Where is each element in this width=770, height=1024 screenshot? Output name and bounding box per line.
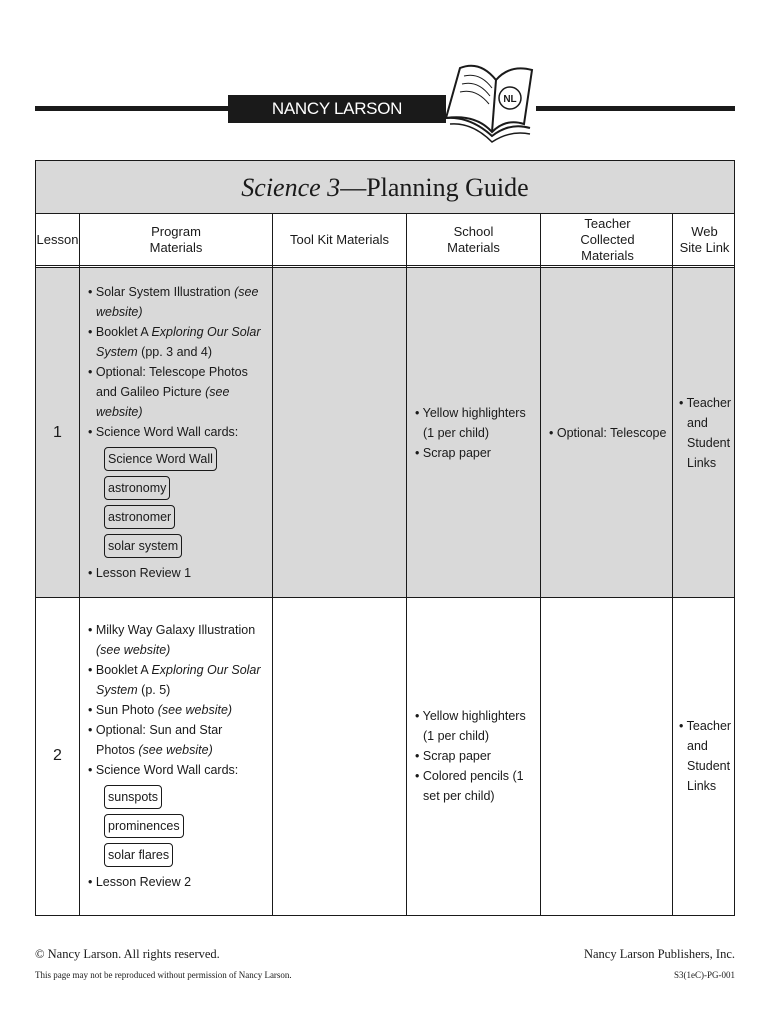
- column-divider: [540, 214, 541, 915]
- col-header-website: Web Site Link: [679, 223, 730, 255]
- footer-company: Nancy Larson Publishers, Inc.: [583, 947, 735, 961]
- list-item: • Optional: Sun and Star Photos (see website): [86, 720, 264, 760]
- header-rule-right: [536, 106, 735, 111]
- school-materials-cell: [407, 268, 540, 597]
- word-wall-card: solar system: [86, 534, 264, 558]
- list-item: • Optional: Telescope Photos and Galileo Picture (see website): [86, 362, 264, 422]
- publisher-banner: NANCY LARSON PUBLISHERS: [228, 95, 446, 123]
- website-link-cell: [673, 268, 736, 597]
- list-item: • Booklet A Exploring Our Solar System (pp. 3 and 4): [86, 322, 264, 362]
- list-item: • Solar System Illustration (see website): [86, 282, 264, 322]
- page-title: [36, 161, 734, 214]
- word-wall-card: Science Word Wall: [86, 447, 264, 471]
- program-materials-cell: [80, 598, 272, 914]
- column-divider: [672, 214, 673, 915]
- column-divider: [406, 214, 407, 915]
- website-link[interactable]: • Teacher and Student Links: [677, 393, 732, 473]
- list-item: • Sun Photo (see website): [86, 700, 264, 720]
- list-item: • Colored pencils (1 set per child): [413, 766, 534, 806]
- list-item: • Scrap paper: [413, 746, 534, 766]
- word-wall-card: sunspots: [86, 785, 264, 809]
- column-header-row: [36, 214, 734, 268]
- title-subject: Science 3: [241, 173, 341, 202]
- lesson-row-2: [36, 598, 734, 914]
- footer-copyright: © Nancy Larson. All rights reserved.: [35, 947, 220, 961]
- list-item: • Yellow highlighters (1 per child): [413, 706, 534, 746]
- col-header-toolkit: Tool Kit Materials: [290, 231, 389, 247]
- word-wall-card: astronomer: [86, 505, 264, 529]
- website-link[interactable]: • Teacher and Student Links: [677, 716, 732, 796]
- teacher-materials-cell: [541, 598, 674, 914]
- col-header-program: Program Materials: [149, 223, 203, 255]
- word-wall-card: astronomy: [86, 476, 264, 500]
- list-item: • Milky Way Galaxy Illustration (see website): [86, 620, 264, 660]
- list-item: • Yellow highlighters (1 per child): [413, 403, 534, 443]
- col-header-lesson: Lesson: [36, 231, 79, 247]
- website-link-cell: [673, 598, 736, 914]
- program-materials-list: [86, 282, 264, 583]
- toolkit-materials-cell: [273, 598, 406, 914]
- list-item: • Lesson Review 1: [86, 563, 264, 583]
- planning-guide-table: [35, 160, 735, 916]
- list-item: • Science Word Wall cards:: [86, 760, 264, 780]
- program-materials-list: [86, 620, 264, 892]
- title-dash: —: [340, 173, 367, 202]
- list-item: • Booklet A Exploring Our Solar System (p. 5): [86, 660, 264, 700]
- lesson-row-1: [36, 268, 734, 598]
- word-wall-card: solar flares: [86, 843, 264, 867]
- teacher-materials-cell: [541, 268, 674, 597]
- open-book-icon: [440, 58, 540, 150]
- col-header-school: School Materials: [447, 223, 500, 255]
- toolkit-materials-cell: [273, 268, 406, 597]
- footer-notice: This page may not be reproduced without permission of Nancy Larson.: [35, 970, 292, 980]
- list-item: • Scrap paper: [413, 443, 534, 463]
- list-item: • Optional: Telescope: [547, 423, 666, 443]
- list-item: • Lesson Review 2: [86, 872, 264, 892]
- logo-monogram: NL: [503, 94, 517, 105]
- list-item: • Science Word Wall cards:: [86, 422, 264, 442]
- column-divider: [272, 214, 273, 915]
- column-divider: [79, 214, 80, 915]
- col-header-teacher: Teacher Collected Materials: [580, 215, 635, 263]
- program-materials-cell: [80, 268, 272, 597]
- lesson-number: 2: [53, 747, 62, 764]
- word-wall-card: prominences: [86, 814, 264, 838]
- header-rule-left: [35, 106, 235, 111]
- school-materials-cell: [407, 598, 540, 914]
- title-suffix: Planning Guide: [366, 173, 529, 202]
- lesson-number: 1: [53, 423, 62, 441]
- footer-code: S3(1eC)-PG-001: [674, 970, 735, 980]
